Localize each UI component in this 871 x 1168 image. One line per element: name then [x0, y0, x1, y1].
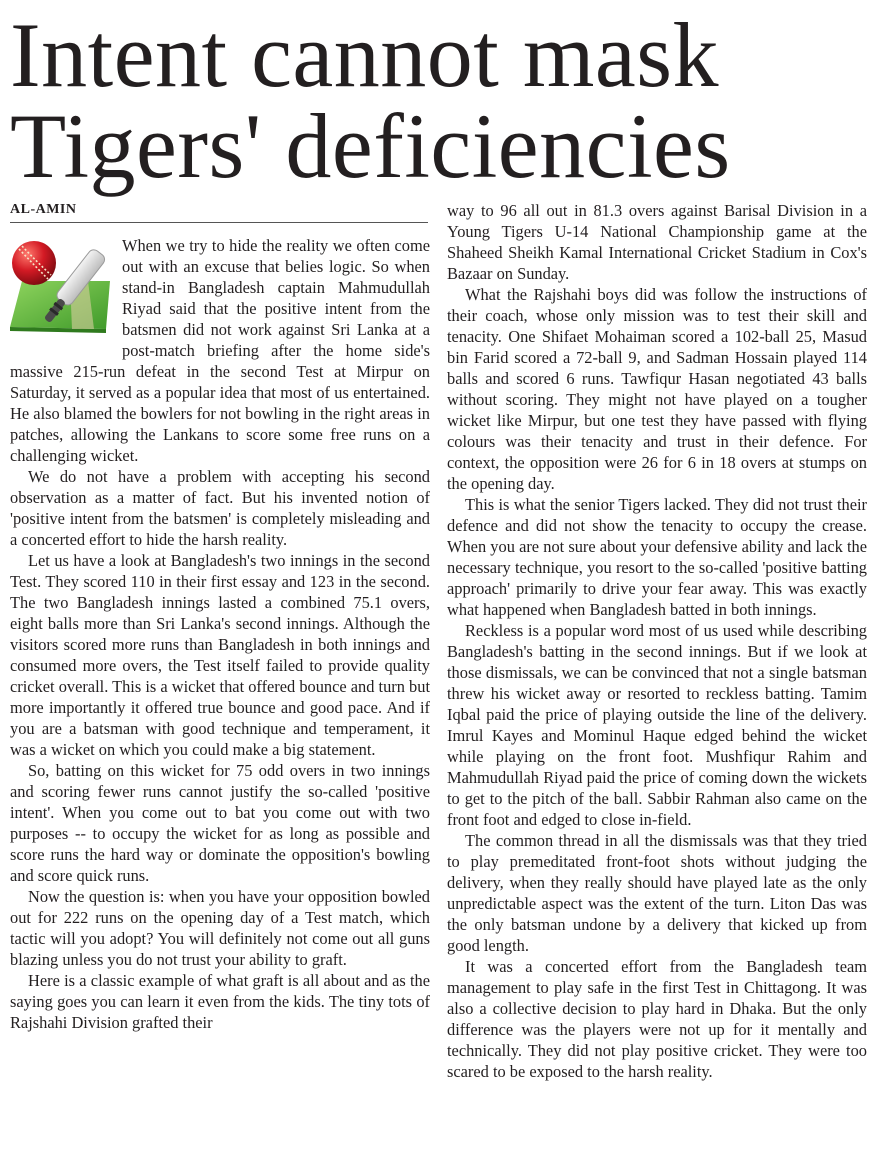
paragraph: When we try to hide the reality we often come out with an excuse that belies logic. So when stand-in Bangladesh captain Mahmudullah Riyad said that the positive intent from the batsmen did not work against Sri Lanka at a post-match briefing after the home side's massive 215-run defeat in the second Test at Mirpur on Saturday, it served as a popular idea that most of us entertained. He also blamed the bowlers for not bowling in the right areas in patches, allowing the Lankans to score some free runs on a challenging wicket.	[10, 236, 430, 465]
paragraph: Here is a classic example of what graft is all about and as the saying goes you can learn it even from the kids. The tiny tots of Rajshahi Division grafted their	[10, 971, 430, 1032]
right-column	[447, 200, 867, 1148]
byline: AL-AMIN	[10, 202, 428, 223]
headline: Intent cannot mask Tigers' deficiencies	[10, 4, 731, 197]
paragraph: way to 96 all out in 81.3 overs against Barisal Division in a Young Tigers U-14 National Championship game at the Shaheed Sheikh Kamal International Cricket Stadium in Cox's Bazaar on Sunday.	[447, 201, 867, 283]
paragraph: What the Rajshahi boys did was follow the instructions of their coach, whose only mission was to test their skill and tenacity. One Shifaet Mohaiman scored a 102-ball 25, Masud bin Farid scored a 72-ball 9, and Sadman Hossain played 114 balls and scored 6 runs. Tawfiqur Hasan negotiated 43 balls without scoring. They might not have played on a tougher wicket like Mirpur, but one test they have passed with flying colours was their tenacity and trust in their defence. For context, the opposition were 26 for 6 in 18 overs at stumps on the opening day.	[447, 285, 867, 493]
paragraph: Let us have a look at Bangladesh's two innings in the second Test. They scored 110 in their first essay and 123 in the second. The two Bangladesh innings lasted a combined 75.1 overs, eight balls more than Sri Lanka's second innings. Although the visitors scored more runs than Bangladesh in both innings and consumed more overs, the Test itself failed to provide quality cricket overall. This is a wicket that offered bounce and turn but more importantly it offered true bounce and good pace. And if you are a batsman with good technique and temperament, it was a wicket on which you could make a big statement.	[10, 551, 430, 759]
left-column	[10, 235, 430, 1148]
cricket-ball-bat-pitch-icon	[10, 237, 112, 347]
paragraph: We do not have a problem with accepting his second observation as a matter of fact. But his invented notion of 'positive intent from the batsmen' is completely misleading and a concerted effort to hide the harsh reality.	[10, 467, 430, 549]
paragraph: So, batting on this wicket for 75 odd overs in two innings and scoring fewer runs cannot justify the so-called 'positive intent'. When you come out to bat you come out with two purposes -- to occupy the wicket for as long as possible and score runs the hard way or dominate the opposition's bowling and score quick runs.	[10, 761, 430, 885]
paragraph: This is what the senior Tigers lacked. They did not trust their defence and did not show the tenacity to occupy the crease. When you are not sure about your defensive ability and lack the necessary technique, you resort to the so-called 'positive batting approach' primarily to drive your fear away. This was exactly what happened when Bangladesh batted in both innings.	[447, 495, 867, 619]
paragraph: Reckless is a popular word most of us used while describing Bangladesh's batting in the second innings. But if we look at those dismissals, we can be convinced that not a single batsman threw his wicket away or resorted to reckless batting. Tamim Iqbal paid the price of playing outside the line of the delivery. Imrul Kayes and Mominul Haque edged behind the wicket while playing on the front foot. Mushfiqur Rahim and Mahmudullah Riyad paid the price of coming down the wickets to get to the pitch of the ball. Sabbir Rahman also came on the front foot and edged to close in-field.	[447, 621, 867, 829]
paragraph: The common thread in all the dismissals was that they tried to play premeditated front-foot shots without judging the delivery, when they really should have played late as the only unpredictable aspect was the extent of the turn. Liton Das was the only batsman undone by a delivery that kicked up from good length.	[447, 831, 867, 955]
paragraph: It was a concerted effort from the Bangladesh team management to play safe in the first Test in Chittagong. It was also a collective decision to play hard in Dhaka. But the only difference was the players were not up for it mentally and technically. They did not play positive cricket. They were too scared to be exposed to the harsh reality.	[447, 957, 867, 1081]
paragraph: Now the question is: when you have your opposition bowled out for 222 runs on the opening day of a Test match, which tactic will you adopt? You will definitely not come out all guns blazing unless you do not trust your ability to graft.	[10, 887, 430, 969]
